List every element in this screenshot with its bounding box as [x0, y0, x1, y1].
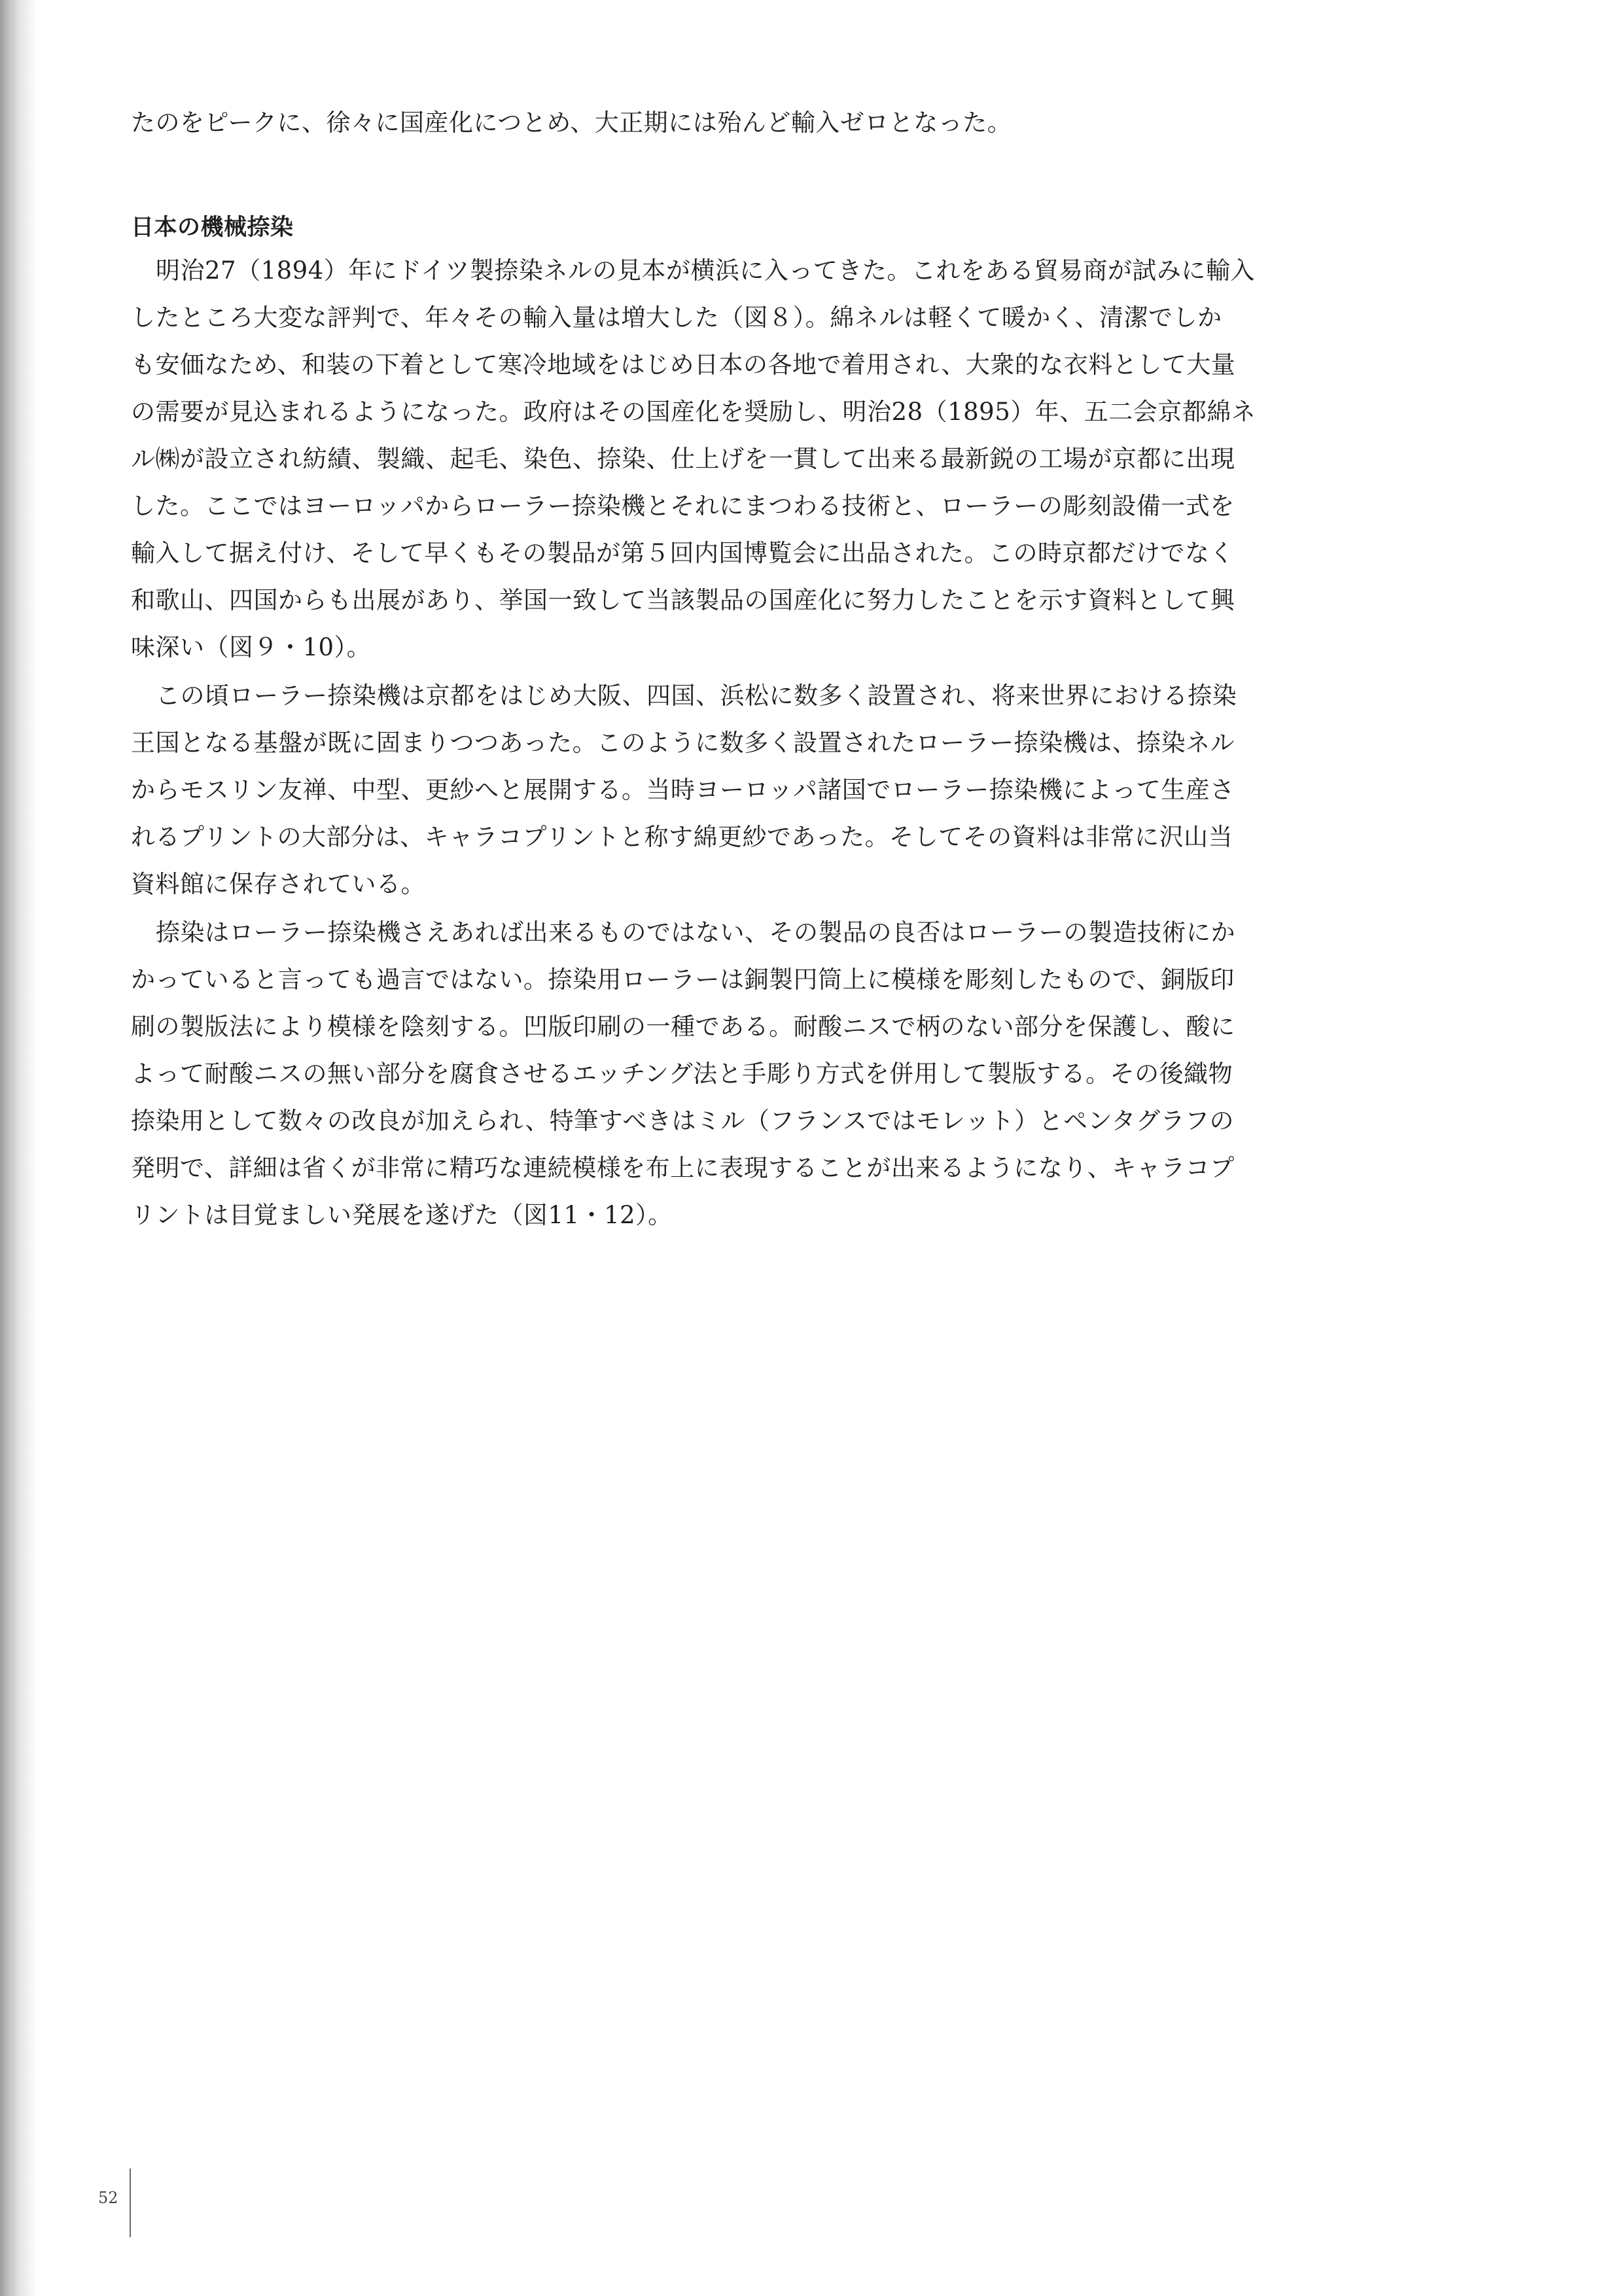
text-line: 捺染用として数々の改良が加えられ、特筆すべきはミル（フランスではモレット）とペンタグラフの [131, 1107, 1235, 1135]
text-line: 捺染はローラー捺染機さえあれば出来るものではない、その製品の良否はローラーの製造技術にか [156, 918, 1235, 947]
text-line: ル㈱が設立され紡績、製織、起毛、染色、捺染、仕上げを一貫して出来る最新鋭の工場が京都に出現 [131, 445, 1235, 473]
text-line: した。ここではヨーロッパからローラー捺染機とそれにまつわる技術と、ローラーの彫刻設備一式を [131, 492, 1235, 520]
text-line: も安価なため、和装の下着として寒冷地域をはじめ日本の各地で着用され、大衆的な衣料として大量 [131, 351, 1236, 379]
text-line: この頃ローラー捺染機は京都をはじめ大阪、四国、浜松に数多く設置され、将来世界における捺染 [156, 682, 1237, 710]
page-number: 52 [98, 2189, 118, 2207]
text-line: の需要が見込まれるようになった。政府はその国産化を奨励し、明治28（1895）年、五二会京都綿ネ [131, 398, 1256, 426]
text-line: からモスリン友禅、中型、更紗へと展開する。当時ヨーロッパ諸国でローラー捺染機によって生産さ [131, 776, 1235, 804]
text-line: リントは目覚ましい発展を遂げた（図11・12）。 [131, 1201, 673, 1229]
section-heading: 日本の機械捺染 [131, 215, 294, 241]
text-line: よって耐酸ニスの無い部分を腐食させるエッチング法と手彫り方式を併用して製版する。その後織物 [131, 1060, 1233, 1088]
text-line: したところ大変な評判で、年々その輸入量は増大した（図８）。綿ネルは軽くて暖かく、清潔でしか [131, 304, 1222, 332]
text-line: 発明で、詳細は省くが非常に精巧な連続模様を布上に表現することが出来るようになり、キャラコプ [131, 1154, 1235, 1182]
text-line: 明治27（1894）年にドイツ製捺染ネルの見本が横浜に入ってきた。これをある貿易商が試みに輸入 [156, 256, 1255, 285]
text-line: 和歌山、四国からも出展があり、挙国一致して当該製品の国産化に努力したことを示す資料として興 [131, 586, 1235, 614]
text-line: 味深い（図９・10）。 [131, 633, 372, 661]
text-line: かっていると言っても過言ではない。捺染用ローラーは銅製円筒上に模様を彫刻したもので、銅版印 [131, 965, 1235, 994]
text-line: れるプリントの大部分は、キャラコプリントと称す綿更紗であった。そしてその資料は非常に沢山当 [131, 823, 1233, 851]
folio-rule [130, 2168, 131, 2237]
text-line: 刷の製版法により模様を陰刻する。凹版印刷の一種である。耐酸ニスで柄のない部分を保護し、酸に [131, 1013, 1235, 1041]
text-line: たのをピークに、徐々に国産化につとめ、大正期には殆んど輸入ゼロとなった。 [131, 109, 1012, 137]
text-line: 資料館に保存されている。 [131, 870, 425, 898]
page-spine-shadow [0, 0, 37, 2296]
text-line: 輸入して据え付け、そして早くもその製品が第５回内国博覧会に出品された。この時京都だけでなく [131, 539, 1235, 567]
text-line: 王国となる基盤が既に固まりつつあった。このように数多く設置されたローラー捺染機は、捺染ネル [131, 729, 1235, 757]
